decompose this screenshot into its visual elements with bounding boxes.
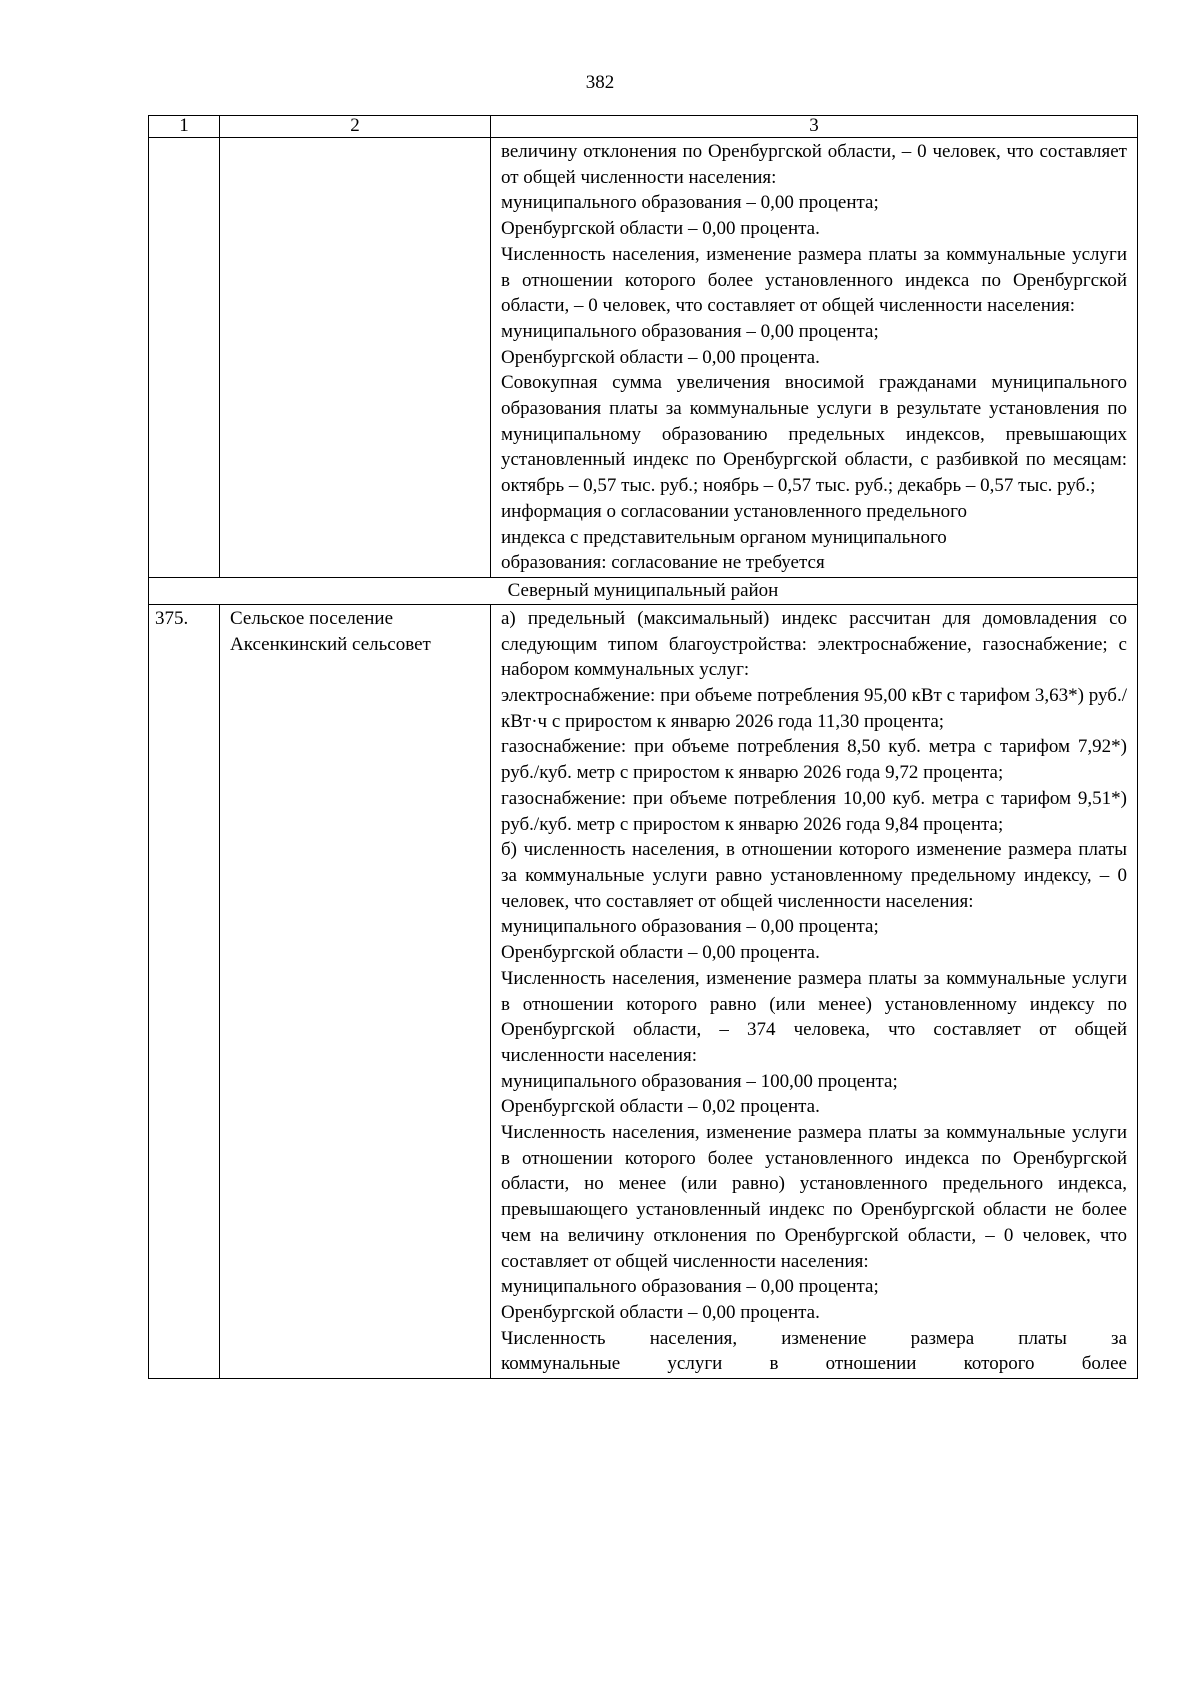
table-header-row: [149, 116, 1138, 138]
continuation-paragraph: муниципального образования – 0,00 процента;: [501, 320, 879, 342]
continuation-paragraph: информация о согласовании установленного предельного: [501, 500, 967, 522]
continuation-number-cell: [149, 138, 220, 578]
continuation-paragraph: Оренбургской области – 0,00 процента.: [501, 346, 820, 368]
column-header-1: 1: [149, 116, 220, 138]
continuation-paragraph: индекса с представительным органом муниципального: [501, 526, 947, 548]
continuation-paragraph: образования: согласование не требуется: [501, 552, 825, 574]
entry-text-cell: [491, 604, 1138, 1378]
entry-paragraph: б) численность населения, в отношении которого изменение размера платы за коммунальные услуги равно установленному предельному индексу, – 0 человек, что составляет от общей численности населения:: [501, 839, 1127, 912]
entry-paragraph: Оренбургской области – 0,02 процента.: [501, 1096, 820, 1118]
municipality-name-line: Аксенкинский сельсовет: [230, 633, 431, 655]
column-header-2: 2: [220, 116, 491, 138]
entry-paragraph: газоснабжение: при объеме потребления 8,50 куб. метра с тарифом 7,92*) руб./куб. метр с приростом к январю 2026 года 9,72 процента;: [501, 736, 1127, 784]
entry-paragraph: Оренбургской области – 0,00 процента.: [501, 942, 820, 964]
entry-number: 375.: [149, 604, 220, 1378]
municipality-name-line: Сельское поселение: [230, 607, 394, 629]
entry-paragraph: муниципального образования – 0,00 процента;: [501, 1276, 879, 1298]
entry-paragraph: муниципального образования – 0,00 процента;: [501, 916, 879, 938]
continuation-municipality-cell: [220, 138, 491, 578]
entry-municipality-cell: [220, 604, 491, 1378]
section-title: Северный муниципальный район: [149, 577, 1138, 604]
entry-paragraph: муниципального образования – 100,00 процента;: [501, 1070, 898, 1092]
continuation-paragraph: муниципального образования – 0,00 процента;: [501, 192, 879, 214]
page-number: 382: [585, 72, 615, 93]
entry-paragraph-cut-line: Численность населения, изменение размера платы за: [501, 1327, 1127, 1349]
continuation-row: [149, 138, 1138, 578]
column-header-3: 3: [491, 116, 1138, 138]
continuation-paragraph: Численность населения, изменение размера платы за коммунальные услуги в отношении которого более установленного индекса по Оренбургской области, – 0 человек, что составляет от общей численности населения:: [501, 243, 1127, 317]
continuation-paragraph: величину отклонения по Оренбургской области, – 0 человек, что составляет от общей численности населения:: [501, 141, 1127, 188]
continuation-text-cell: [491, 138, 1138, 578]
entry-paragraph: Оренбургской области – 0,00 процента.: [501, 1301, 820, 1323]
continuation-paragraph: Оренбургской области – 0,00 процента.: [501, 218, 820, 240]
section-row: [149, 577, 1138, 604]
document-table: [148, 115, 1138, 1379]
entry-paragraph: электроснабжение: при объеме потребления 95,00 кВт с тарифом 3,63*) руб./кВт·ч с приростом к январю 2026 года 11,30 процента;: [501, 685, 1127, 732]
entry-paragraph: а) предельный (максимальный) индекс рассчитан для домовладения со следующим типом благоустройства: электроснабжение, газоснабжение; с набором коммунальных услуг:: [501, 607, 1127, 681]
entry-row: [149, 604, 1138, 1378]
entry-paragraph: Численность населения, изменение размера платы за коммунальные услуги в отношении которого равно (или менее) установленному индексу по Оренбургской области, – 374 человека, что составляет от общей численности населения:: [501, 967, 1127, 1066]
entry-paragraph: Численность населения, изменение размера платы за коммунальные услуги в отношении которого более установленного индекса по Оренбургской области, но менее (или равно) установленного предельного индекса, превышающего установленный индекс по Оренбургской области не более чем на величину отклонения по Оренбургской области, – 0 человек, что составляет от общей численности населения:: [501, 1122, 1127, 1272]
entry-paragraph-cut-line: коммунальные услуги в отношении которого более: [501, 1353, 1127, 1375]
continuation-paragraph: Совокупная сумма увеличения вносимой гражданами муниципального образования платы за коммунальные услуги в результате установления по муниципальному образованию предельных индексов, превышающих установленный индекс по Оренбургской области, с разбивкой по месяцам: октябрь – 0,57 тыс. руб.; ноябрь – 0,57 тыс. руб.; декабрь – 0,57 тыс. руб.;: [501, 372, 1127, 497]
entry-paragraph: газоснабжение: при объеме потребления 10,00 куб. метра с тарифом 9,51*) руб./куб. метр с приростом к январю 2026 года 9,84 процента;: [501, 787, 1127, 835]
